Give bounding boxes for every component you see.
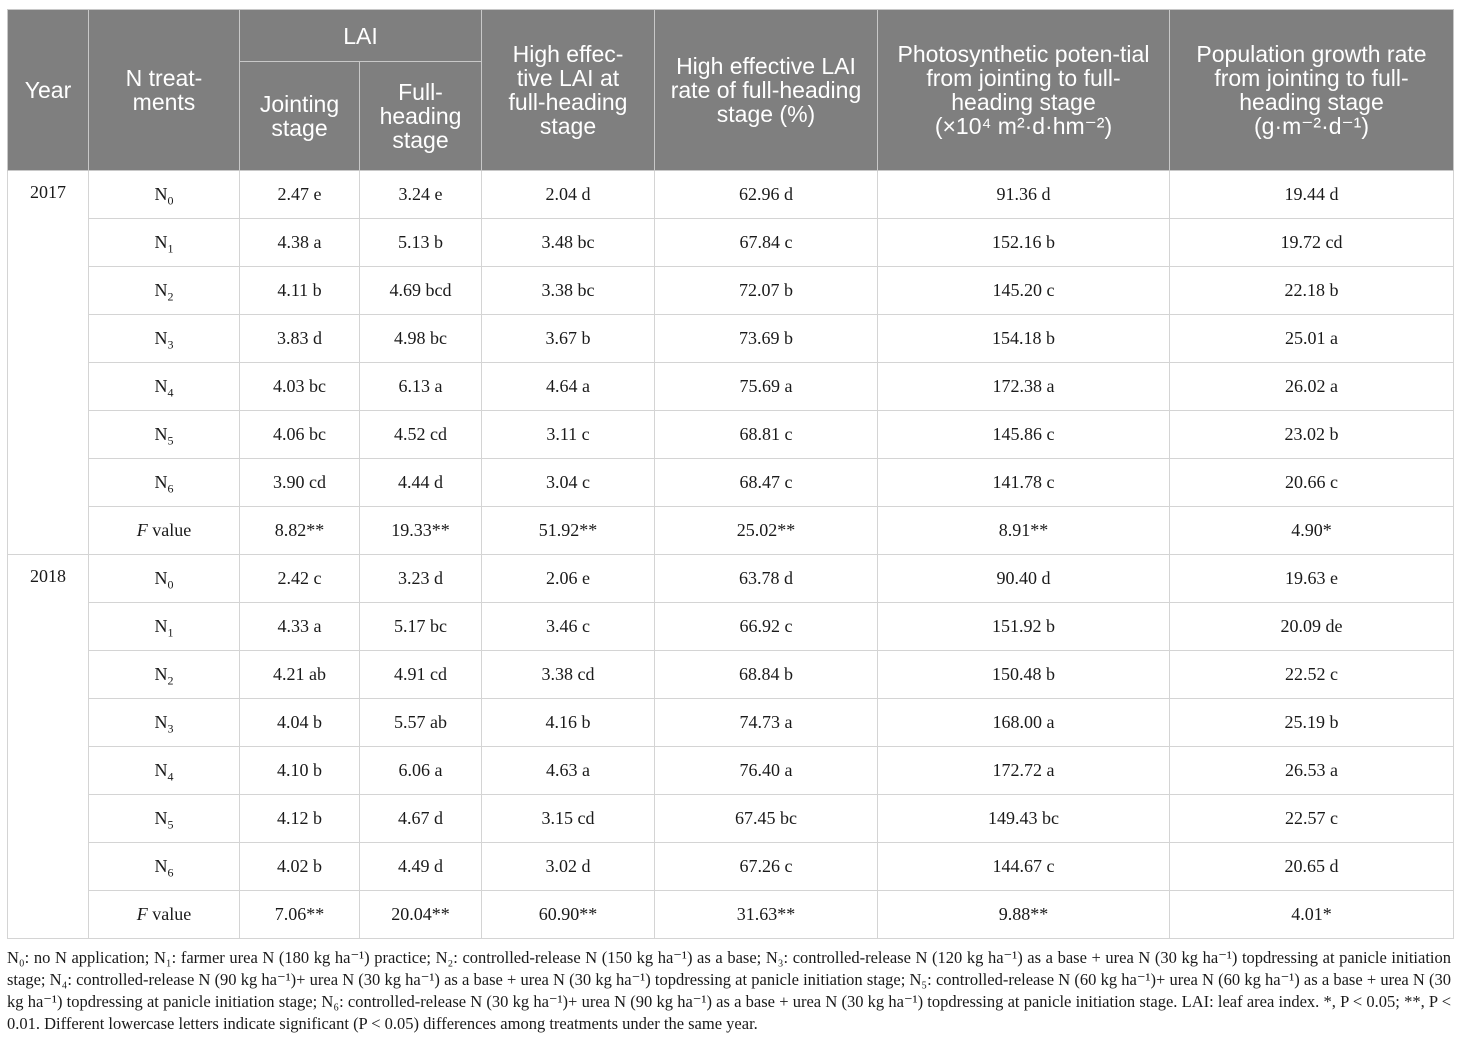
population-growth-rate-cell: 19.72 cd: [1170, 219, 1454, 267]
high-effective-lai-cell: 3.67 b: [482, 315, 655, 363]
f-value-label-italic: F: [136, 520, 148, 540]
treatment-subscript: 2: [167, 289, 174, 304]
header-population-growth-rate-unit: (g·m⁻²·d⁻¹): [1254, 113, 1369, 139]
jointing-f-value: 8.82**: [240, 507, 360, 555]
treatment-subscript: 5: [167, 433, 174, 448]
jointing-cell: 4.33 a: [240, 603, 360, 651]
treatment-cell: [89, 219, 240, 267]
high-effective-lai-cell: 3.04 c: [482, 459, 655, 507]
treatment-subscript: 5: [167, 817, 174, 832]
treatment-subscript: 0: [167, 577, 174, 592]
jointing-cell: 3.90 cd: [240, 459, 360, 507]
table-row: [8, 843, 1454, 891]
population-growth-rate-cell: 19.63 e: [1170, 555, 1454, 603]
photosynthetic-potential-cell: 145.20 c: [878, 267, 1170, 315]
header-lai: LAI: [240, 10, 482, 62]
treatment-cell: [89, 555, 240, 603]
treatment-subscript: 4: [167, 385, 174, 400]
treatment-label: N: [154, 424, 168, 444]
jointing-cell: 4.38 a: [240, 219, 360, 267]
treatment-subscript: 3: [167, 337, 174, 352]
population-growth-rate-cell: 20.66 c: [1170, 459, 1454, 507]
table-header: [8, 10, 1454, 171]
photosynthetic-potential-cell: 144.67 c: [878, 843, 1170, 891]
f-value-label: [89, 507, 240, 555]
year-cell: 2017: [8, 171, 89, 555]
header-jointing-stage-text: Jointing stage: [259, 91, 340, 141]
population-growth-rate-cell: 26.02 a: [1170, 363, 1454, 411]
photosynthetic-potential-cell: 151.92 b: [878, 603, 1170, 651]
full-heading-cell: 4.44 d: [360, 459, 482, 507]
jointing-cell: 4.10 b: [240, 747, 360, 795]
high-effective-rate-cell: 73.69 b: [655, 315, 878, 363]
treatment-cell: [89, 171, 240, 219]
full-heading-cell: 3.24 e: [360, 171, 482, 219]
header-photosynthetic-potential: [878, 10, 1170, 171]
jointing-cell: 4.21 ab: [240, 651, 360, 699]
header-photosynthetic-potential-text: Photosynthetic poten-tial from jointing to full-heading stage: [897, 41, 1150, 115]
full-heading-cell: 5.17 bc: [360, 603, 482, 651]
population-growth-rate-cell: 20.09 de: [1170, 603, 1454, 651]
header-n-treatments: [89, 10, 240, 171]
treatment-label: N: [154, 232, 168, 252]
treatment-label: N: [154, 664, 168, 684]
table-row: [8, 603, 1454, 651]
high-effective-lai-cell: 3.38 bc: [482, 267, 655, 315]
header-jointing-stage: [240, 62, 360, 171]
treatment-label: N: [154, 568, 168, 588]
treatment-label: N: [154, 712, 168, 732]
population-growth-rate-cell: 19.44 d: [1170, 171, 1454, 219]
full-heading-cell: 3.23 d: [360, 555, 482, 603]
jointing-cell: 4.03 bc: [240, 363, 360, 411]
treatment-subscript: 3: [167, 721, 174, 736]
photosynthetic-potential-cell: 90.40 d: [878, 555, 1170, 603]
photosynthetic-potential-cell: 168.00 a: [878, 699, 1170, 747]
treatment-subscript: 2: [167, 673, 174, 688]
f-value-label-rest: value: [147, 904, 192, 924]
treatment-cell: [89, 363, 240, 411]
treatment-cell: [89, 651, 240, 699]
table-row: [8, 363, 1454, 411]
table-row: [8, 459, 1454, 507]
treatment-subscript: 1: [167, 625, 174, 640]
high-effective-lai-f-value: 60.90**: [482, 891, 655, 939]
full-heading-f-value: 19.33**: [360, 507, 482, 555]
high-effective-lai-cell: 2.04 d: [482, 171, 655, 219]
jointing-cell: 4.04 b: [240, 699, 360, 747]
jointing-f-value: 7.06**: [240, 891, 360, 939]
data-table: [7, 9, 1454, 939]
jointing-cell: 2.42 c: [240, 555, 360, 603]
jointing-cell: 4.06 bc: [240, 411, 360, 459]
header-population-growth-rate: [1170, 10, 1454, 171]
header-population-growth-rate-text: Population growth rate from jointing to full-heading stage: [1196, 41, 1427, 115]
table-row: [8, 219, 1454, 267]
high-effective-lai-cell: 4.16 b: [482, 699, 655, 747]
high-effective-lai-f-value: 51.92**: [482, 507, 655, 555]
jointing-cell: 4.11 b: [240, 267, 360, 315]
high-effective-rate-cell: 67.84 c: [655, 219, 878, 267]
high-effective-rate-cell: 63.78 d: [655, 555, 878, 603]
population-growth-rate-cell: 26.53 a: [1170, 747, 1454, 795]
population-growth-rate-cell: 25.01 a: [1170, 315, 1454, 363]
full-heading-cell: 4.69 bcd: [360, 267, 482, 315]
f-value-label: [89, 891, 240, 939]
table-container: [7, 9, 1453, 1035]
treatment-subscript: 1: [167, 241, 174, 256]
high-effective-rate-cell: 62.96 d: [655, 171, 878, 219]
treatment-cell: [89, 411, 240, 459]
photosynthetic-potential-f-value: 8.91**: [878, 507, 1170, 555]
high-effective-rate-cell: 67.26 c: [655, 843, 878, 891]
treatment-cell: [89, 699, 240, 747]
treatment-cell: [89, 267, 240, 315]
high-effective-rate-cell: 68.81 c: [655, 411, 878, 459]
table-row: [8, 411, 1454, 459]
header-photosynthetic-potential-unit: (×10⁴ m²·d·hm⁻²): [934, 113, 1113, 139]
population-growth-rate-cell: 20.65 d: [1170, 843, 1454, 891]
header-full-heading-stage: [360, 62, 482, 171]
treatment-cell: [89, 795, 240, 843]
photosynthetic-potential-cell: 150.48 b: [878, 651, 1170, 699]
treatment-label: N: [154, 472, 168, 492]
high-effective-lai-cell: 3.46 c: [482, 603, 655, 651]
f-value-label-rest: value: [147, 520, 192, 540]
photosynthetic-potential-f-value: 9.88**: [878, 891, 1170, 939]
full-heading-cell: 5.57 ab: [360, 699, 482, 747]
high-effective-lai-cell: 2.06 e: [482, 555, 655, 603]
jointing-cell: 4.02 b: [240, 843, 360, 891]
treatment-label: N: [154, 184, 168, 204]
photosynthetic-potential-cell: 145.86 c: [878, 411, 1170, 459]
treatment-label: N: [154, 760, 168, 780]
treatment-subscript: 0: [167, 193, 174, 208]
year-cell: 2018: [8, 555, 89, 939]
photosynthetic-potential-cell: 152.16 b: [878, 219, 1170, 267]
photosynthetic-potential-cell: 172.72 a: [878, 747, 1170, 795]
header-high-effective-lai: [482, 10, 655, 171]
jointing-cell: 2.47 e: [240, 171, 360, 219]
population-growth-rate-cell: 22.52 c: [1170, 651, 1454, 699]
treatment-cell: [89, 459, 240, 507]
full-heading-cell: 6.06 a: [360, 747, 482, 795]
header-high-effective-lai-text: High effec-tive LAI at full-heading stage: [508, 41, 628, 139]
photosynthetic-potential-cell: 154.18 b: [878, 315, 1170, 363]
population-growth-rate-f-value: 4.90*: [1170, 507, 1454, 555]
table-row: [8, 315, 1454, 363]
table-footnote: N₀: no N application; N₁: farmer urea N (180 kg ha⁻¹) practice; N₂: controlled-release N (150 kg ha⁻¹) as a base; N₃: controlled-release N (120 kg ha⁻¹) as a base + urea N (30 kg ha⁻¹) topdressing at panicle initiation stage; N₄: controlled-release N (90 kg ha⁻¹)+ urea N (30 kg ha⁻¹) as a base + urea N (30 kg ha⁻¹) topdressing at panicle initiation stage; N₅: controlled-release N (60 kg ha⁻¹)+ urea N (60 kg ha⁻¹) as a base + urea N (30 kg ha⁻¹) topdressing at panicle initiation stage; N₆: controlled-release N (30 kg ha⁻¹)+ urea N (90 kg ha⁻¹) as a base + urea N (30 kg ha⁻¹) topdressing at panicle initiation stage. LAI: leaf area index. *, P < 0.05; **, P < 0.01. Different lowercase letters indicate significant (P < 0.05) differences among treatments under the same year.: [7, 948, 1451, 1033]
high-effective-rate-cell: 67.45 bc: [655, 795, 878, 843]
treatment-label: N: [154, 856, 168, 876]
high-effective-rate-cell: 74.73 a: [655, 699, 878, 747]
high-effective-rate-f-value: 25.02**: [655, 507, 878, 555]
high-effective-lai-cell: 4.63 a: [482, 747, 655, 795]
header-high-effective-rate: [655, 10, 878, 171]
treatment-subscript: 6: [167, 481, 174, 496]
high-effective-lai-cell: 4.64 a: [482, 363, 655, 411]
header-year: Year: [8, 10, 89, 171]
photosynthetic-potential-cell: 172.38 a: [878, 363, 1170, 411]
treatment-label: N: [154, 616, 168, 636]
high-effective-rate-cell: 68.47 c: [655, 459, 878, 507]
high-effective-rate-cell: 66.92 c: [655, 603, 878, 651]
full-heading-cell: 5.13 b: [360, 219, 482, 267]
treatment-cell: [89, 843, 240, 891]
high-effective-rate-cell: 72.07 b: [655, 267, 878, 315]
treatment-cell: [89, 747, 240, 795]
high-effective-rate-cell: 75.69 a: [655, 363, 878, 411]
high-effective-rate-cell: 68.84 b: [655, 651, 878, 699]
population-growth-rate-f-value: 4.01*: [1170, 891, 1454, 939]
table-body: [8, 171, 1454, 939]
table-row: [8, 555, 1454, 603]
population-growth-rate-cell: 23.02 b: [1170, 411, 1454, 459]
high-effective-rate-cell: 76.40 a: [655, 747, 878, 795]
f-value-label-italic: F: [136, 904, 148, 924]
table-row: [8, 699, 1454, 747]
high-effective-lai-cell: 3.38 cd: [482, 651, 655, 699]
treatment-label: N: [154, 328, 168, 348]
full-heading-cell: 4.91 cd: [360, 651, 482, 699]
header-n-treatments-text: N treat-ments: [125, 65, 203, 115]
treatment-subscript: 4: [167, 769, 174, 784]
full-heading-cell: 6.13 a: [360, 363, 482, 411]
full-heading-cell: 4.67 d: [360, 795, 482, 843]
photosynthetic-potential-cell: 149.43 bc: [878, 795, 1170, 843]
jointing-cell: 4.12 b: [240, 795, 360, 843]
high-effective-lai-cell: 3.11 c: [482, 411, 655, 459]
treatment-cell: [89, 603, 240, 651]
treatment-subscript: 6: [167, 865, 174, 880]
treatment-label: N: [154, 376, 168, 396]
population-growth-rate-cell: 22.18 b: [1170, 267, 1454, 315]
table-row: [8, 795, 1454, 843]
high-effective-lai-cell: 3.48 bc: [482, 219, 655, 267]
header-high-effective-rate-text: High effective LAI rate of full-heading stage (%): [670, 53, 862, 127]
full-heading-f-value: 20.04**: [360, 891, 482, 939]
f-value-row: [8, 507, 1454, 555]
treatment-label: N: [154, 808, 168, 828]
high-effective-lai-cell: 3.02 d: [482, 843, 655, 891]
photosynthetic-potential-cell: 141.78 c: [878, 459, 1170, 507]
treatment-cell: [89, 315, 240, 363]
jointing-cell: 3.83 d: [240, 315, 360, 363]
population-growth-rate-cell: 22.57 c: [1170, 795, 1454, 843]
high-effective-lai-cell: 3.15 cd: [482, 795, 655, 843]
full-heading-cell: 4.52 cd: [360, 411, 482, 459]
table-row: [8, 267, 1454, 315]
table-row: [8, 747, 1454, 795]
population-growth-rate-cell: 25.19 b: [1170, 699, 1454, 747]
header-full-heading-stage-text: Full-heading stage: [379, 79, 462, 153]
f-value-row: [8, 891, 1454, 939]
high-effective-rate-f-value: 31.63**: [655, 891, 878, 939]
photosynthetic-potential-cell: 91.36 d: [878, 171, 1170, 219]
treatment-label: N: [154, 280, 168, 300]
table-row: [8, 651, 1454, 699]
full-heading-cell: 4.49 d: [360, 843, 482, 891]
full-heading-cell: 4.98 bc: [360, 315, 482, 363]
table-row: [8, 171, 1454, 219]
